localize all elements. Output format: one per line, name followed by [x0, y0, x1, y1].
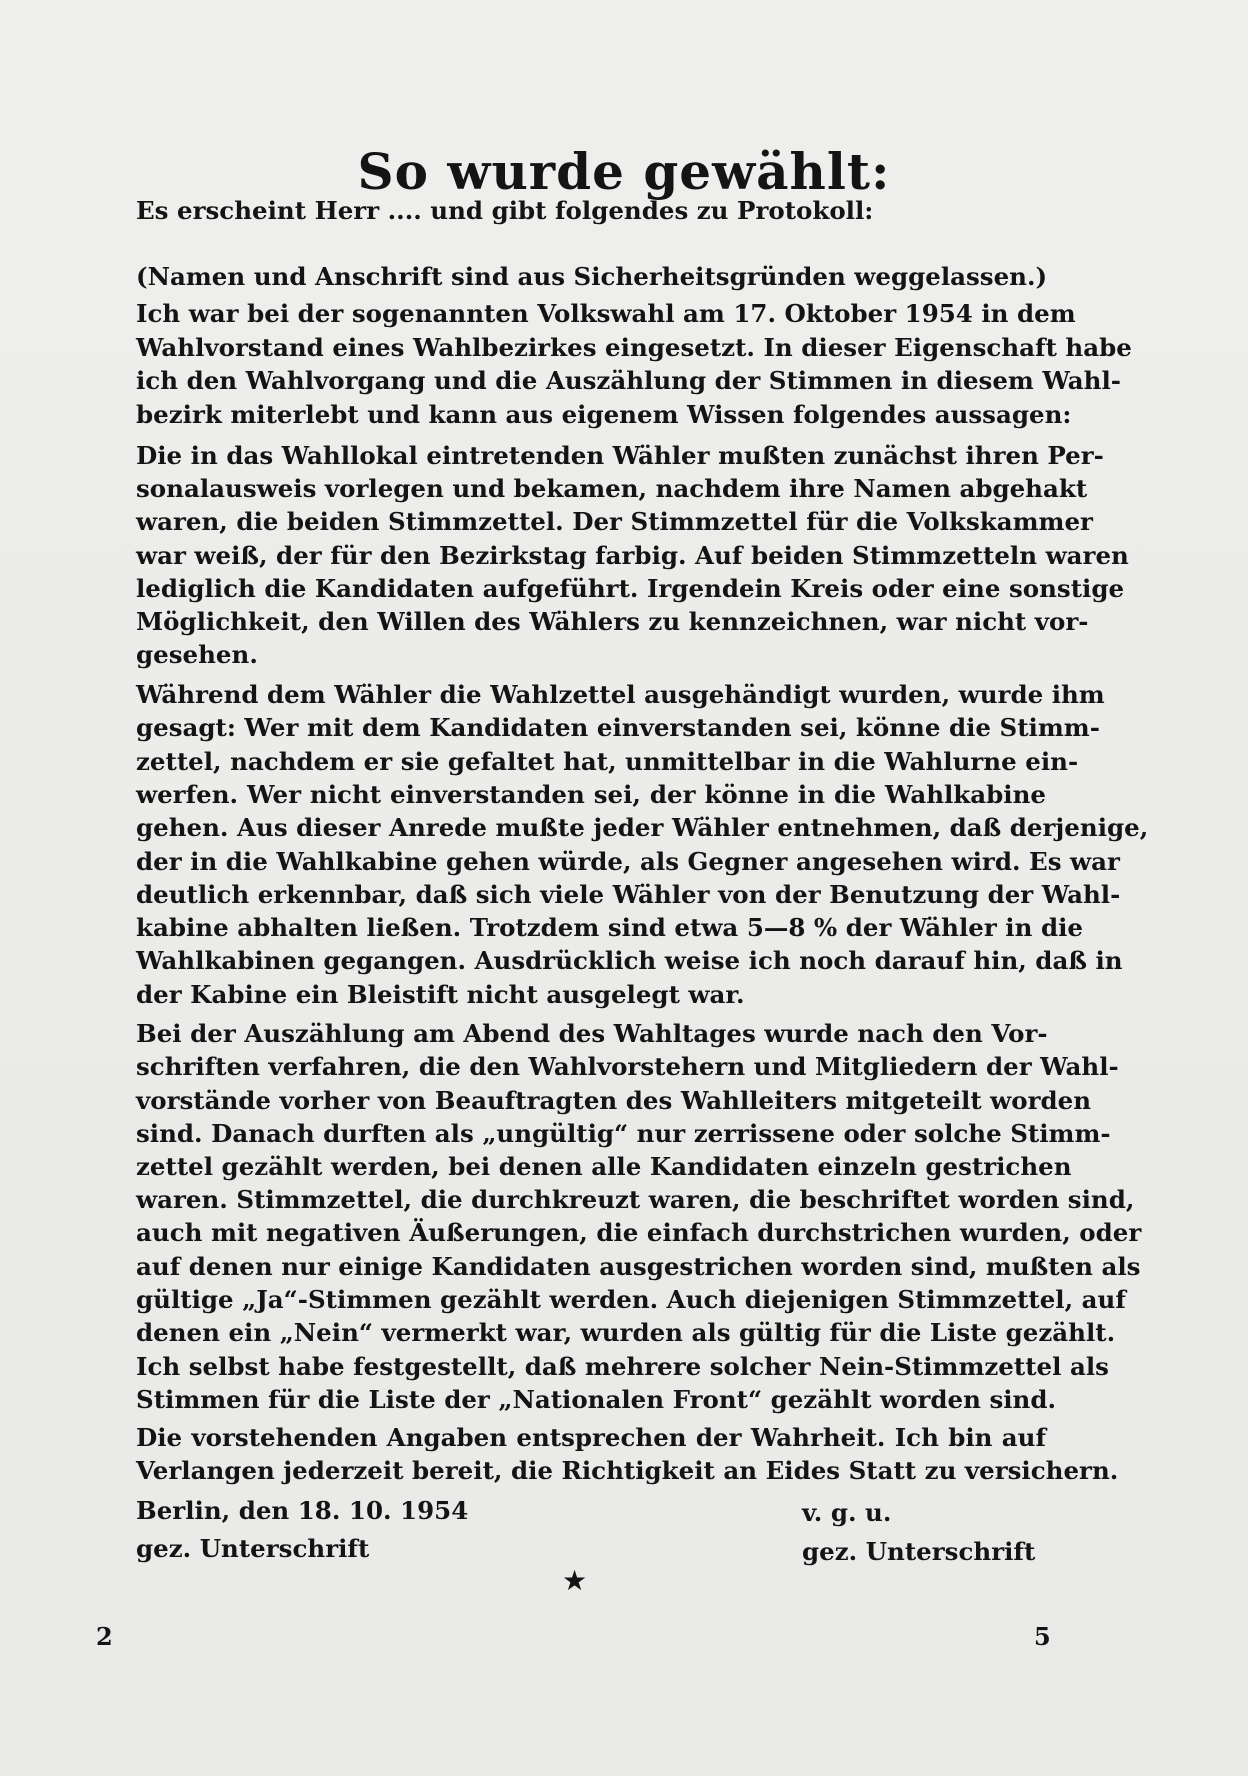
paragraph-2-line: gesehen. [136, 640, 258, 669]
paragraph-3-line: deutlich erkennbar, daß sich viele Wähler von der Benutzung der Wahl- [136, 880, 1121, 909]
star-ornament: ★ [562, 1564, 588, 1597]
paragraph-5-line: Verlangen jederzeit bereit, die Richtigkeit an Eides Statt zu versichern. [136, 1456, 1119, 1485]
paragraph-4-line: auf denen nur einige Kandidaten ausgestrichen worden sind, mußten als [136, 1252, 1141, 1281]
page-title: So wurde gewählt: [357, 142, 891, 201]
paragraph-2-line: lediglich die Kandidaten aufgeführt. Irgendein Kreis oder eine sonstige [136, 574, 1125, 603]
signature-right: gez. Unterschrift [802, 1537, 1036, 1566]
paragraph-2-line: war weiß, der für den Bezirkstag farbig. Auf beiden Stimmzetteln waren [136, 541, 1129, 570]
paragraph-2-line: Die in das Wahllokal eintretenden Wähler mußten zunächst ihren Per- [136, 441, 1104, 470]
paragraph-1-line: ich den Wahlvorgang und die Auszählung der Stimmen in diesem Wahl- [136, 366, 1121, 395]
intro-line: Es erscheint Herr .... und gibt folgendes zu Protokoll: [136, 196, 874, 225]
paragraph-1-line: Wahlvorstand eines Wahlbezirkes eingesetzt. In dieser Eigenschaft habe [136, 333, 1132, 362]
paragraph-3-line: werfen. Wer nicht einverstanden sei, der könne in die Wahlkabine [136, 780, 1046, 809]
paragraph-4-line: waren. Stimmzettel, die durchkreuzt waren, die beschriftet worden sind, [136, 1185, 1135, 1214]
place-date: Berlin, den 18. 10. 1954 [136, 1496, 469, 1525]
paragraph-4-line: sind. Danach durften als „ungültig“ nur zerrissene oder solche Stimm- [136, 1119, 1111, 1148]
page-number-left: 2 [96, 1622, 113, 1651]
vgu-note: v. g. u. [802, 1498, 892, 1527]
paragraph-4-line: denen ein „Nein“ vermerkt war, wurden als gültig für die Liste gezählt. [136, 1318, 1116, 1347]
page-number-right: 5 [1034, 1622, 1051, 1651]
paragraph-3-line: Wahlkabinen gegangen. Ausdrücklich weise ich noch darauf hin, daß in [136, 946, 1123, 975]
paragraph-4-line: Bei der Auszählung am Abend des Wahltages wurde nach den Vor- [136, 1019, 1048, 1048]
paragraph-3-line: der in die Wahlkabine gehen würde, als Gegner angesehen wird. Es war [136, 847, 1120, 876]
paragraph-2-line: Möglichkeit, den Willen des Wählers zu kennzeichnen, war nicht vor- [136, 607, 1089, 636]
paragraph-4-line: Ich selbst habe festgestellt, daß mehrere solcher Nein-Stimmzettel als [136, 1352, 1109, 1381]
paragraph-4-line: gültige „Ja“-Stimmen gezählt werden. Auch diejenigen Stimmzettel, auf [136, 1285, 1126, 1314]
paragraph-3-line: gehen. Aus dieser Anrede mußte jeder Wähler entnehmen, daß derjenige, [136, 813, 1149, 842]
paragraph-3-line: kabine abhalten ließen. Trotzdem sind etwa 5—8 % der Wähler in die [136, 913, 1083, 942]
paragraph-3-line: der Kabine ein Bleistift nicht ausgelegt war. [136, 980, 745, 1009]
paragraph-3-line: gesagt: Wer mit dem Kandidaten einverstanden sei, könne die Stimm- [136, 713, 1100, 742]
paragraph-1-line: bezirk miterlebt und kann aus eigenem Wissen folgendes aussagen: [136, 400, 1072, 429]
paragraph-4-line: Stimmen für die Liste der „Nationalen Front“ gezählt worden sind. [136, 1385, 1057, 1414]
paragraph-3-line: zettel, nachdem er sie gefaltet hat, unmittelbar in die Wahlurne ein- [136, 747, 1079, 776]
intro-line: (Namen und Anschrift sind aus Sicherheitsgründen weggelassen.) [136, 262, 1048, 291]
paragraph-3-line: Während dem Wähler die Wahlzettel ausgehändigt wurden, wurde ihm [136, 680, 1105, 709]
paragraph-2-line: sonalausweis vorlegen und bekamen, nachdem ihre Namen abgehakt [136, 474, 1088, 503]
paragraph-4-line: vorstände vorher von Beauftragten des Wahlleiters mitgeteilt worden [136, 1086, 1092, 1115]
paragraph-2-line: waren, die beiden Stimmzettel. Der Stimmzettel für die Volkskammer [136, 507, 1093, 536]
paragraph-1-line: Ich war bei der sogenannten Volkswahl am 17. Oktober 1954 in dem [136, 299, 1076, 328]
paragraph-4-line: zettel gezählt werden, bei denen alle Kandidaten einzeln gestrichen [136, 1152, 1072, 1181]
paragraph-4-line: auch mit negativen Äußerungen, die einfach durchstrichen wurden, oder [136, 1218, 1142, 1247]
paragraph-4-line: schriften verfahren, die den Wahlvorstehern und Mitgliedern der Wahl- [136, 1052, 1119, 1081]
signature-left: gez. Unterschrift [136, 1534, 370, 1563]
paragraph-5-line: Die vorstehenden Angaben entsprechen der Wahrheit. Ich bin auf [136, 1423, 1046, 1452]
